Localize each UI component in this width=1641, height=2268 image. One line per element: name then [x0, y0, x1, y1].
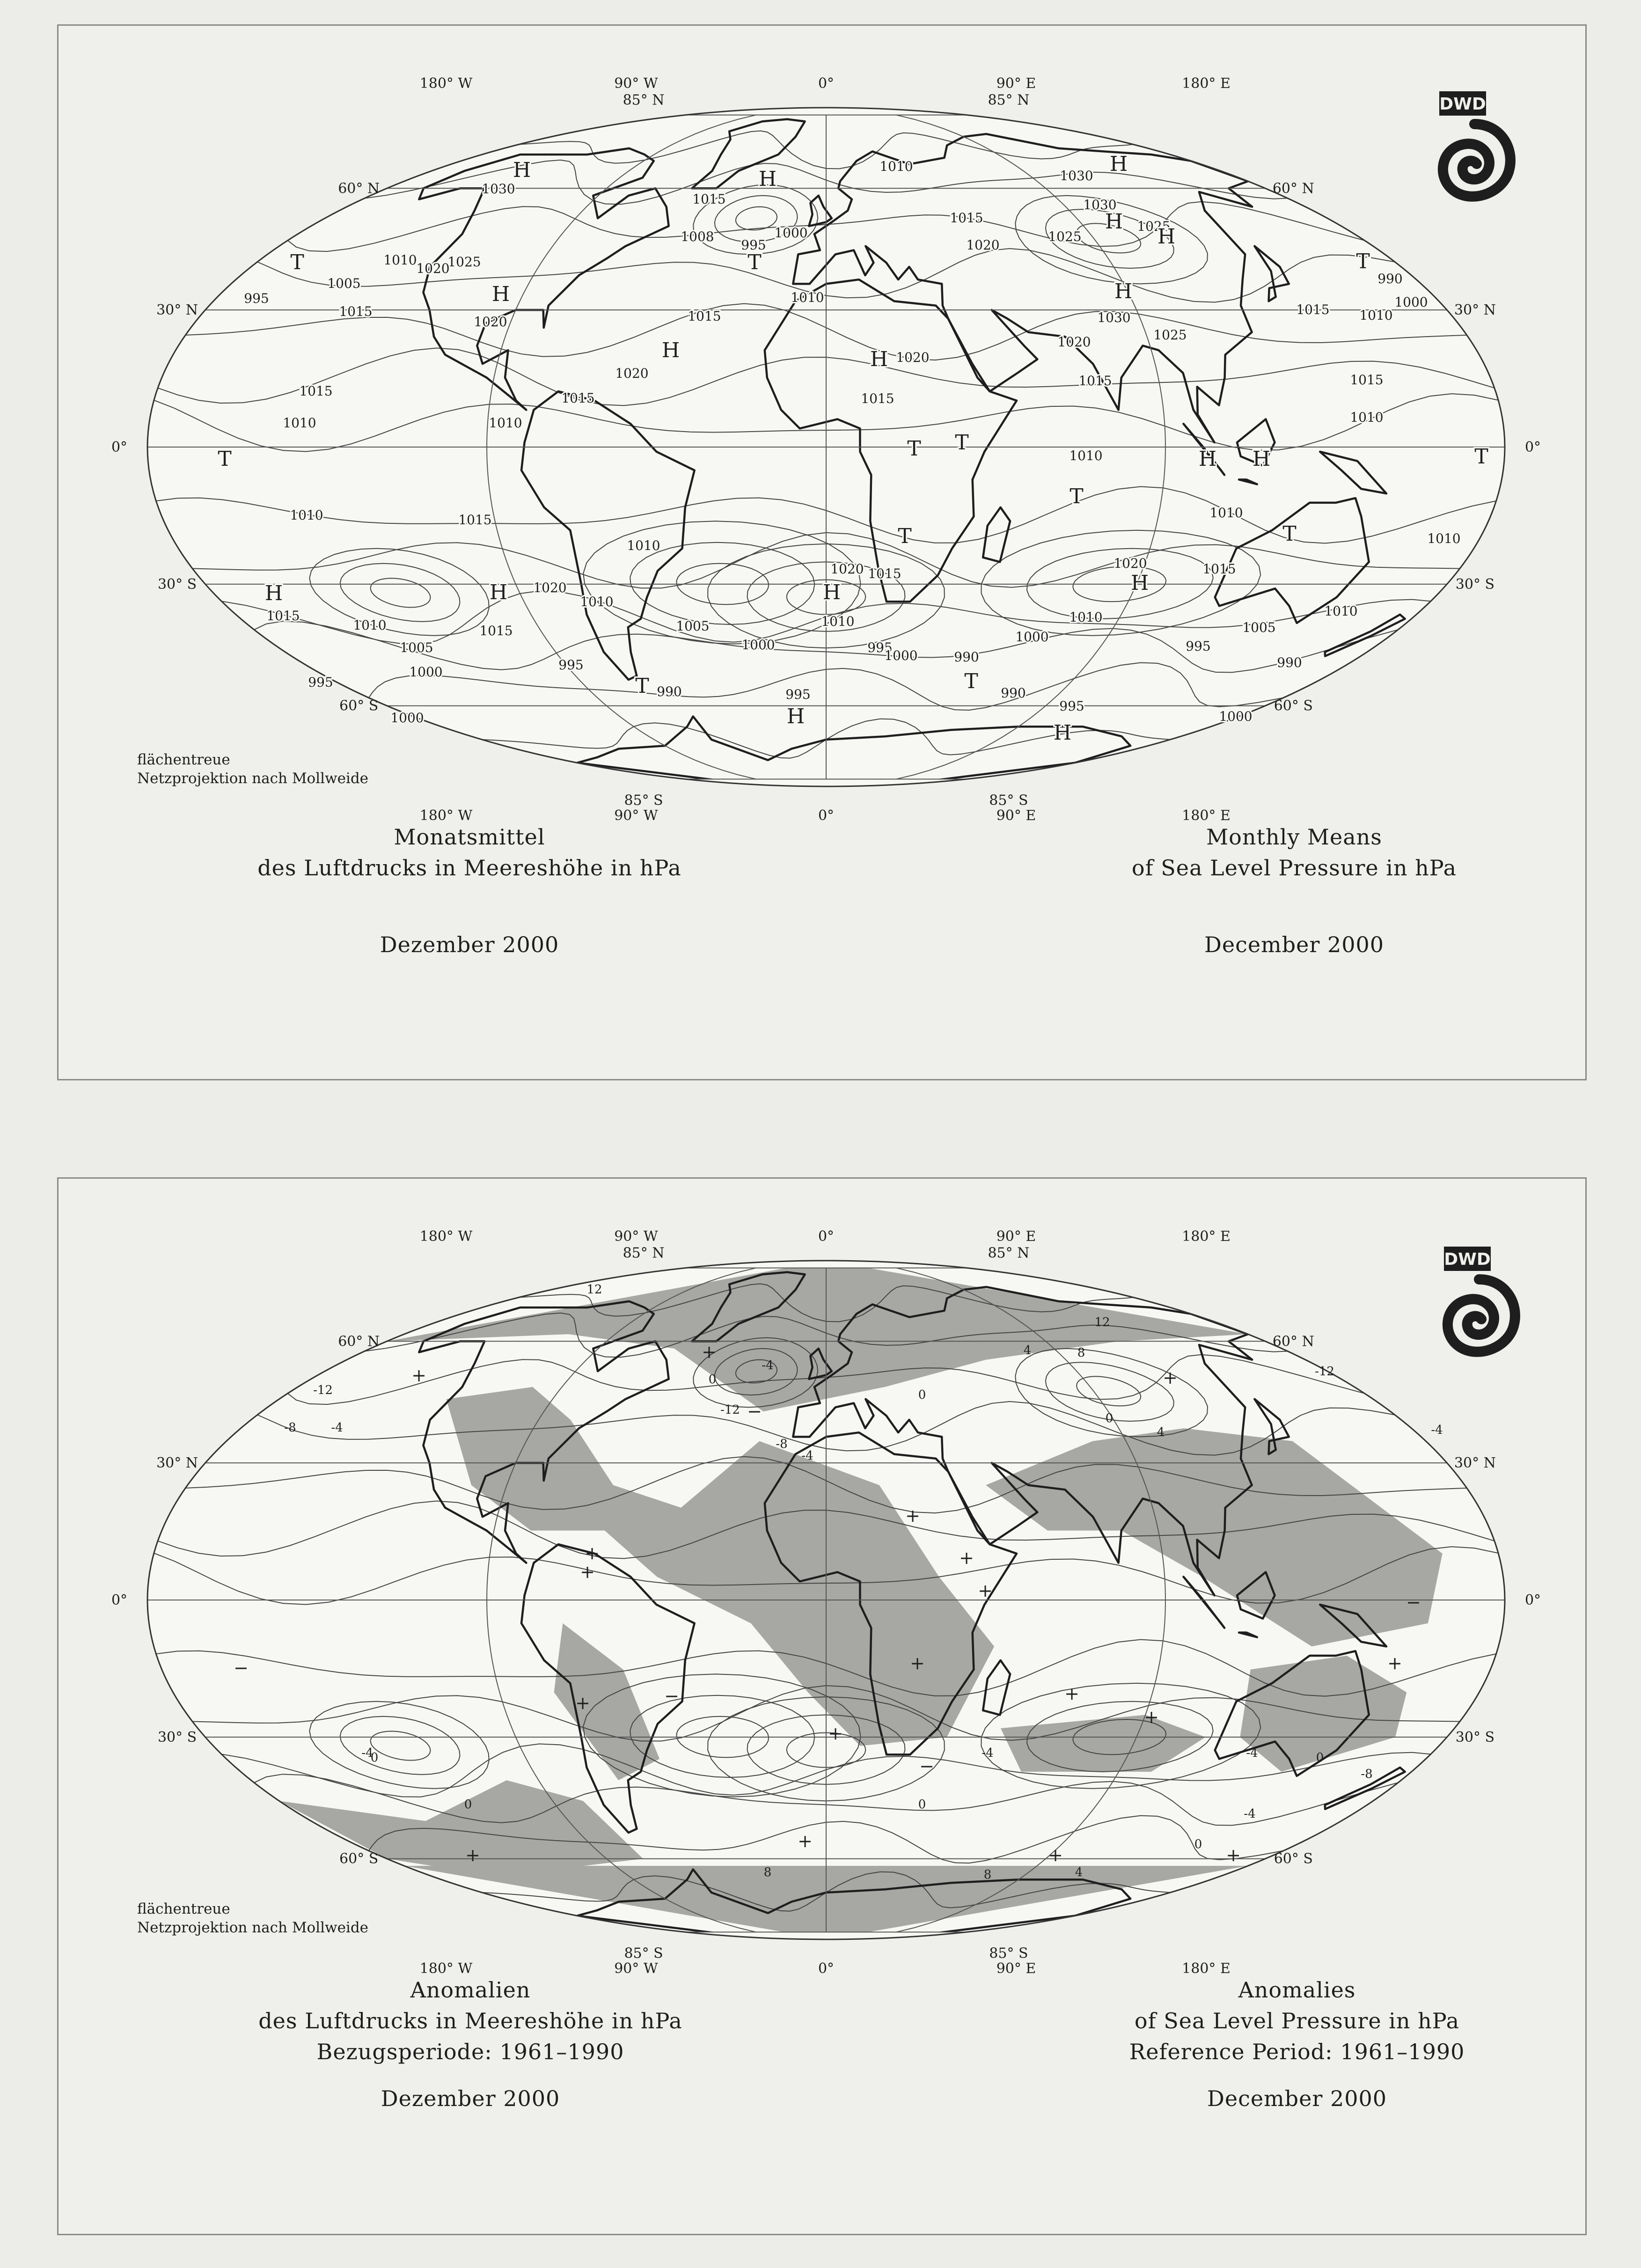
latitude-label-left: 85° S — [624, 1945, 663, 1962]
isobar-label: 995 — [785, 687, 811, 702]
low-pressure-mark: T — [898, 524, 912, 548]
month-german: Dezember 2000 — [381, 2086, 560, 2111]
low-pressure-mark: T — [747, 250, 762, 274]
longitude-label-bottom: 0° — [818, 807, 835, 824]
low-pressure-mark: T — [218, 447, 232, 471]
anomaly-label: -12 — [1315, 1365, 1334, 1379]
longitude-label-bottom: 180° E — [1182, 1960, 1231, 1977]
high-pressure-mark: H — [870, 347, 888, 371]
latitude-label-right: 60° N — [1272, 180, 1314, 197]
anomaly-label: -12 — [313, 1383, 333, 1397]
low-pressure-mark: T — [290, 250, 304, 274]
positive-anomaly-sign: + — [1048, 1845, 1063, 1865]
caption-english: Anomalies of Sea Level Pressure in hPa Reference Period: 1961–1990 — [1129, 1977, 1465, 2064]
high-pressure-mark: H — [1053, 721, 1072, 745]
low-pressure-mark: T — [1282, 522, 1297, 546]
isobar-label: 1005 — [1242, 620, 1276, 635]
longitude-label-top: 90° E — [996, 1228, 1036, 1245]
latitude-label-right: 85° N — [988, 1245, 1030, 1262]
anomaly-label: -4 — [361, 1746, 374, 1760]
isobar-label: 1015 — [861, 391, 894, 406]
isobar-label: 1010 — [1359, 308, 1393, 323]
isobar-label: 1020 — [533, 580, 567, 595]
high-pressure-mark: H — [1130, 571, 1149, 595]
isobar-label: 1010 — [1324, 603, 1358, 619]
isobar-label: 1010 — [1209, 505, 1243, 521]
dwd-logo — [1430, 91, 1519, 208]
isobar-label: 1000 — [409, 664, 443, 680]
anomaly-label: -4 — [762, 1358, 774, 1373]
anomaly-label: 8 — [763, 1865, 772, 1879]
isobar-label: 1005 — [400, 640, 433, 655]
projection-note: flächentreue Netzprojektion nach Mollweide — [137, 751, 369, 787]
month-english: December 2000 — [1207, 2086, 1387, 2111]
latitude-label-right: 30° S — [1455, 1729, 1495, 1746]
positive-anomaly-sign: + — [585, 1543, 600, 1563]
latitude-label-right: 60° S — [1274, 697, 1313, 714]
latitude-label-right: 0° — [1524, 1592, 1541, 1608]
isobar-label: 1015 — [458, 512, 492, 528]
isobar-label: 1005 — [676, 618, 710, 634]
latitude-label-left: 60° N — [338, 180, 380, 197]
isobar-label: 1020 — [474, 314, 507, 330]
anomaly-label: 0 — [1194, 1837, 1202, 1851]
isobar-label: 1015 — [266, 608, 300, 624]
longitude-label-top: 90° E — [996, 75, 1036, 92]
longitude-label-top: 90° W — [614, 1228, 658, 1245]
isobar-label: 1010 — [383, 252, 417, 268]
anomaly-label: -8 — [284, 1421, 296, 1435]
latitude-label-right: 60° S — [1274, 1850, 1313, 1867]
isobar-label: 1015 — [561, 390, 595, 406]
latitude-label-right: 0° — [1524, 439, 1541, 455]
anomaly-label: -12 — [720, 1403, 740, 1417]
latitude-label-right: 30° N — [1454, 302, 1496, 319]
isobar-label: 1015 — [692, 191, 726, 207]
positive-anomaly-sign: + — [575, 1693, 590, 1713]
isobar-label: 1000 — [390, 710, 424, 726]
isobar-label: 995 — [244, 291, 269, 306]
dwd-logo — [1435, 1247, 1524, 1364]
longitude-label-bottom: 0° — [818, 1960, 835, 1977]
latitude-label-left: 85° S — [624, 792, 663, 809]
isobar-label: 1015 — [479, 623, 513, 639]
projection-note: flächentreue Netzprojektion nach Mollweide — [137, 1901, 369, 1936]
isobar-label: 1015 — [950, 210, 983, 226]
isobar-label: 1015 — [1350, 372, 1384, 388]
longitude-label-bottom: 180° E — [1182, 807, 1231, 824]
low-pressure-mark: T — [1474, 445, 1488, 469]
positive-anomaly-sign: + — [411, 1365, 426, 1386]
month-english: December 2000 — [1204, 932, 1385, 957]
isobar-label: 1000 — [1015, 629, 1049, 645]
latitude-label-left: 30° S — [157, 576, 197, 593]
anomaly-label: 0 — [1105, 1411, 1114, 1425]
positive-anomaly-sign: + — [1144, 1707, 1159, 1727]
isobar-label: 1000 — [1219, 709, 1253, 724]
anomaly-label: -8 — [1361, 1767, 1373, 1781]
isobar-label: 1020 — [1057, 334, 1091, 350]
isobar-label: 1010 — [879, 159, 913, 174]
anomaly-label: -4 — [801, 1449, 813, 1463]
isobar-label: 1010 — [791, 290, 824, 305]
high-pressure-mark: H — [264, 581, 283, 605]
positive-anomaly-sign: + — [1226, 1845, 1241, 1865]
isobar-label: 1020 — [830, 561, 864, 577]
isobar-label: 990 — [954, 649, 979, 665]
isobar-label: 1015 — [299, 383, 333, 399]
latitude-label-right: 85° S — [989, 792, 1028, 809]
high-pressure-mark: H — [491, 282, 510, 306]
longitude-label-top: 0° — [818, 1228, 835, 1245]
latitude-label-left: 30° N — [156, 1455, 198, 1472]
isobar-label: 990 — [657, 684, 682, 699]
isobar-label: 995 — [1186, 639, 1211, 654]
dwd-logo-text: DWD — [1439, 95, 1486, 114]
isobar-label: 1025 — [1153, 327, 1187, 343]
isobar-label: 1000 — [884, 648, 918, 663]
longitude-label-bottom: 180° W — [419, 807, 473, 824]
high-pressure-mark: H — [822, 580, 841, 604]
latitude-label-right: 60° N — [1272, 1333, 1314, 1350]
high-pressure-mark: H — [661, 338, 680, 362]
anomaly-label: 0 — [464, 1798, 472, 1812]
anomaly-label: -4 — [1246, 1746, 1258, 1760]
pressure-map — [59, 26, 1585, 1079]
isobar-label: 990 — [1377, 271, 1403, 286]
caption-english: Monthly Means of Sea Level Pressure in hPa — [1131, 824, 1457, 881]
isobar-label: 1010 — [1427, 531, 1461, 546]
isobar-label: 1010 — [1350, 410, 1384, 425]
isobar-label: 1020 — [966, 237, 1000, 253]
longitude-label-top: 180° E — [1182, 75, 1231, 92]
isobar-label: 995 — [1059, 698, 1084, 714]
anomaly-label: 0 — [918, 1388, 926, 1402]
latitude-label-left: 60° S — [339, 1850, 379, 1867]
isobar-label: 1030 — [1083, 197, 1117, 213]
latitude-label-right: 85° S — [989, 1945, 1028, 1962]
negative-anomaly-sign: − — [664, 1686, 679, 1706]
map-panel-bottom — [57, 1177, 1587, 2235]
negative-anomaly-sign: − — [919, 1756, 934, 1776]
isobar-label: 1000 — [1394, 294, 1428, 310]
isobar-label: 1015 — [1078, 373, 1112, 389]
high-pressure-mark: H — [758, 167, 777, 191]
isobar-label: 1010 — [1069, 448, 1103, 463]
high-pressure-mark: H — [786, 705, 805, 728]
latitude-label-left: 30° S — [157, 1729, 197, 1746]
anomaly-label: -4 — [331, 1421, 343, 1435]
positive-anomaly-sign: + — [1064, 1683, 1079, 1704]
isobar-label: 1015 — [868, 566, 901, 581]
latitude-label-left: 60° S — [339, 697, 379, 714]
low-pressure-mark: T — [955, 431, 969, 455]
isobar-label: 1000 — [774, 225, 808, 241]
high-pressure-mark: H — [1198, 447, 1217, 471]
isobar-label: 995 — [741, 237, 766, 253]
isobar-label: 1020 — [896, 350, 930, 365]
positive-anomaly-sign: + — [1163, 1367, 1178, 1388]
anomaly-label: 0 — [918, 1798, 926, 1812]
anomaly-map — [59, 1179, 1585, 2234]
positive-anomaly-sign: + — [798, 1831, 813, 1851]
positive-anomaly-sign: + — [580, 1562, 595, 1582]
isobar-label: 1015 — [688, 308, 721, 324]
isobar-label: 1010 — [821, 614, 855, 629]
isobar-label: 990 — [1277, 655, 1302, 670]
high-pressure-mark: H — [1157, 225, 1176, 249]
caption-german: Anomalien des Luftdrucks in Meereshöhe in hPa Bezugsperiode: 1961–1990 — [258, 1977, 682, 2064]
longitude-label-bottom: 90° E — [996, 1960, 1036, 1977]
isobar-label: 995 — [867, 640, 893, 655]
high-pressure-mark: H — [513, 158, 531, 182]
high-pressure-mark: H — [1105, 210, 1123, 234]
isobar-label: 1025 — [447, 254, 481, 270]
anomaly-label: 0 — [370, 1751, 379, 1765]
positive-anomaly-sign: + — [465, 1845, 480, 1865]
negative-anomaly-sign: − — [1406, 1592, 1421, 1613]
longitude-label-bottom: 180° W — [419, 1960, 473, 1977]
longitude-label-top: 0° — [818, 75, 835, 92]
anomaly-label: 0 — [1316, 1751, 1324, 1765]
high-pressure-mark: H — [489, 580, 508, 604]
positive-anomaly-sign: + — [905, 1505, 920, 1526]
isobar-label: 1015 — [339, 304, 373, 319]
anomaly-label: 4 — [1023, 1343, 1032, 1358]
latitude-label-left: 30° N — [156, 302, 198, 319]
positive-anomaly-sign: + — [978, 1580, 993, 1601]
negative-anomaly-sign: − — [234, 1658, 249, 1678]
latitude-label-right: 30° N — [1454, 1455, 1496, 1472]
isobar-label: 1020 — [416, 261, 450, 276]
latitude-label-right: 30° S — [1455, 576, 1495, 593]
isobar-label: 995 — [308, 675, 333, 690]
month-german: Dezember 2000 — [380, 932, 559, 957]
isobar-label: 990 — [1001, 685, 1026, 701]
anomaly-label: 8 — [983, 1868, 992, 1882]
isobar-label: 995 — [558, 657, 584, 673]
negative-anomaly-sign: − — [747, 1401, 762, 1422]
isobar-label: 1010 — [283, 415, 316, 431]
latitude-label-left: 85° N — [623, 92, 665, 109]
longitude-label-bottom: 90° W — [614, 807, 658, 824]
anomaly-label: 8 — [1077, 1346, 1085, 1360]
anomaly-label: -4 — [1431, 1423, 1443, 1437]
positive-anomaly-sign: + — [1387, 1653, 1402, 1673]
isobar-label: 1030 — [1097, 310, 1131, 325]
latitude-label-left: 60° N — [338, 1333, 380, 1350]
low-pressure-mark: T — [907, 437, 921, 461]
isobar-label: 1025 — [1137, 219, 1171, 234]
isobar-label: 1030 — [482, 181, 515, 197]
isobar-label: 1015 — [1296, 302, 1330, 317]
high-pressure-mark: H — [1252, 447, 1271, 471]
isobar-label: 1010 — [353, 617, 387, 633]
low-pressure-mark: T — [1356, 250, 1370, 273]
isobar-label: 1010 — [489, 415, 522, 431]
positive-anomaly-sign: + — [959, 1548, 974, 1568]
latitude-label-left: 0° — [111, 1592, 128, 1608]
isobar-label: 1010 — [290, 507, 323, 523]
anomaly-label: 12 — [1094, 1315, 1110, 1329]
anomaly-label: -4 — [1244, 1807, 1256, 1821]
isobar-label: 1020 — [1114, 556, 1147, 571]
map-panel-top — [57, 24, 1587, 1080]
longitude-label-top: 180° W — [419, 75, 473, 92]
isobar-label: 1015 — [1202, 561, 1236, 577]
anomaly-label: -4 — [982, 1746, 994, 1760]
anomaly-label: 4 — [1075, 1865, 1083, 1879]
anomaly-label: 12 — [586, 1283, 602, 1297]
positive-anomaly-sign: + — [910, 1653, 925, 1673]
caption-german: Monatsmittel des Luftdrucks in Meereshöhe in hPa — [257, 824, 681, 881]
high-pressure-mark: H — [1114, 279, 1133, 303]
longitude-label-top: 180° W — [419, 1228, 473, 1245]
longitude-label-bottom: 90° W — [614, 1960, 658, 1977]
latitude-label-left: 0° — [111, 439, 128, 455]
isobar-label: 1025 — [1048, 229, 1082, 244]
isobar-label: 1010 — [1069, 609, 1103, 625]
anomaly-label: -8 — [776, 1437, 788, 1451]
positive-anomaly-sign: + — [702, 1342, 717, 1362]
low-pressure-mark: T — [964, 669, 978, 693]
isobar-label: 1005 — [327, 276, 361, 291]
low-pressure-mark: T — [1070, 484, 1084, 508]
isobar-label: 1020 — [615, 366, 649, 381]
latitude-label-left: 85° N — [623, 1245, 665, 1262]
latitude-label-right: 85° N — [988, 92, 1030, 109]
isobar-label: 1000 — [741, 637, 775, 653]
isobar-label: 1010 — [627, 538, 660, 553]
anomaly-label: 0 — [708, 1373, 717, 1387]
isobar-label: 1030 — [1060, 168, 1093, 183]
isobar-label: 1008 — [681, 229, 714, 244]
isobar-label: 1010 — [580, 594, 614, 609]
anomaly-label: 4 — [1157, 1425, 1165, 1439]
positive-anomaly-sign: + — [828, 1723, 843, 1744]
dwd-logo-text: DWD — [1444, 1250, 1491, 1269]
low-pressure-mark: T — [635, 674, 649, 698]
longitude-label-top: 180° E — [1182, 1228, 1231, 1245]
longitude-label-top: 90° W — [614, 75, 658, 92]
high-pressure-mark: H — [1109, 152, 1128, 176]
longitude-label-bottom: 90° E — [996, 807, 1036, 824]
